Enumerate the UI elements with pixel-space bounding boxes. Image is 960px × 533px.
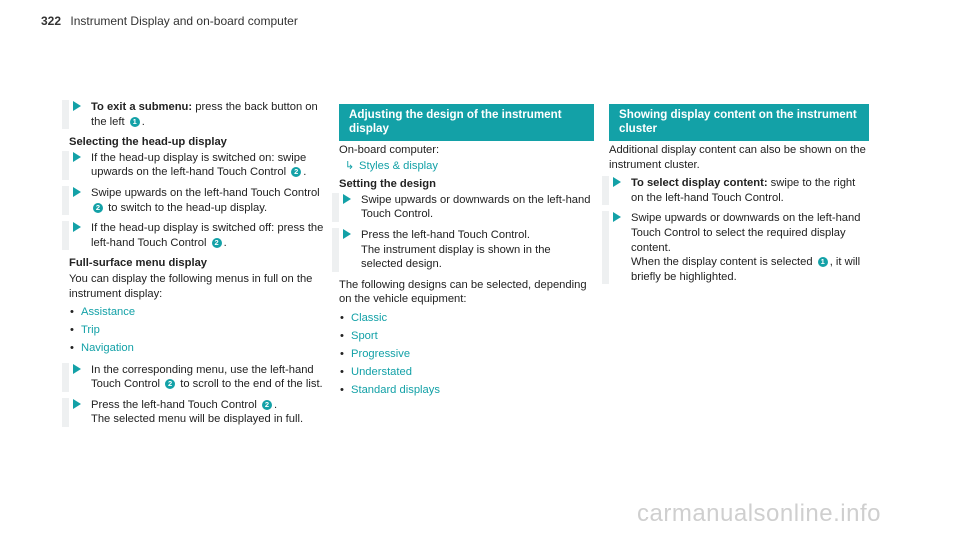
step-swipe-head-up-on: If the head-up display is switched on: swipe upwards on the left-hand Touch Control 2 . <box>62 151 334 180</box>
path-arrow-icon: ↳ <box>345 159 355 172</box>
step-press-head-up-off: If the head-up display is switched off: press the left-hand Touch Control 2 . <box>62 221 334 250</box>
step-arrow-icon <box>343 229 351 239</box>
watermark: carmanualsonline.info <box>637 500 881 527</box>
subheading-head-up: Selecting the head-up display <box>69 136 227 149</box>
step-swipe-content: Swipe upwards or downwards on the left-hand Touch Control to select the required display content. When the display content is selected 1 , it will briefly be highlighted. <box>602 211 869 284</box>
link-styles-display[interactable]: Styles & display <box>359 159 438 172</box>
callout-2-icon: 2 <box>93 203 103 213</box>
step-arrow-icon <box>73 187 81 197</box>
link-trip[interactable]: • Trip <box>81 323 334 338</box>
callout-2-icon: 2 <box>165 379 175 389</box>
menu-path <box>339 159 594 174</box>
column-2 <box>339 100 594 404</box>
section-heading-design: Adjusting the design of the instrument display <box>339 104 594 141</box>
path-label: On-board computer: <box>339 144 440 156</box>
link-sport[interactable]: • Sport <box>351 329 594 344</box>
step-arrow-icon <box>73 399 81 409</box>
page-header <box>41 14 298 28</box>
step-press-design: Press the left-hand Touch Control. The instrument display is shown in the selected design. <box>332 228 594 272</box>
callout-2-icon: 2 <box>291 167 301 177</box>
link-assistance[interactable]: • Assistance <box>81 305 334 320</box>
step-arrow-icon <box>613 177 621 187</box>
callout-2-icon: 2 <box>212 238 222 248</box>
step-swipe-switch: Swipe upwards on the left-hand Touch Control 2 to switch to the head-up display. <box>62 186 334 215</box>
step-arrow-icon <box>73 101 81 111</box>
step-exit-submenu: To exit a submenu: press the back button on the left 1 . <box>62 100 334 129</box>
column-3 <box>609 100 869 290</box>
link-classic[interactable]: • Classic <box>351 311 594 326</box>
step-arrow-icon <box>73 364 81 374</box>
paragraph-additional: Additional display content can also be shown on the instrument cluster. <box>609 144 866 171</box>
step-scroll-list: In the corresponding menu, use the left-hand Touch Control 2 to scroll to the end of the list. <box>62 363 334 392</box>
step-arrow-icon <box>613 212 621 222</box>
subheading-setting-design: Setting the design <box>339 178 436 191</box>
paragraph-menus: You can display the following menus in full on the instrument display: <box>69 272 313 300</box>
callout-1-icon: 1 <box>130 117 140 127</box>
link-progressive[interactable]: • Progressive <box>351 347 594 362</box>
design-list <box>339 311 594 398</box>
step-arrow-icon <box>343 194 351 204</box>
step-arrow-icon <box>73 222 81 232</box>
link-navigation[interactable]: • Navigation <box>81 341 334 356</box>
step-swipe-design: Swipe upwards or downwards on the left-hand Touch Control. <box>332 193 594 222</box>
callout-2-icon: 2 <box>262 400 272 410</box>
column-1 <box>69 100 334 433</box>
link-understated[interactable]: • Understated <box>351 365 594 380</box>
subheading-full-surface: Full-surface menu display <box>69 257 208 270</box>
menu-list <box>69 305 334 356</box>
paragraph-designs: The following designs can be selected, depending on the vehicle equipment: <box>339 278 587 306</box>
callout-1-icon: 1 <box>818 257 828 267</box>
link-standard-displays[interactable]: • Standard displays <box>351 383 594 398</box>
page-title: Instrument Display and on-board computer <box>70 14 298 28</box>
step-arrow-icon <box>73 152 81 162</box>
section-heading-display-content: Showing display content on the instrument cluster <box>609 104 869 141</box>
step-select-content: To select display content: swipe to the right on the left-hand Touch Control. <box>602 176 869 205</box>
step-press-touch-control: Press the left-hand Touch Control 2 . The selected menu will be displayed in full. <box>62 398 334 427</box>
page-number: 322 <box>41 14 62 28</box>
